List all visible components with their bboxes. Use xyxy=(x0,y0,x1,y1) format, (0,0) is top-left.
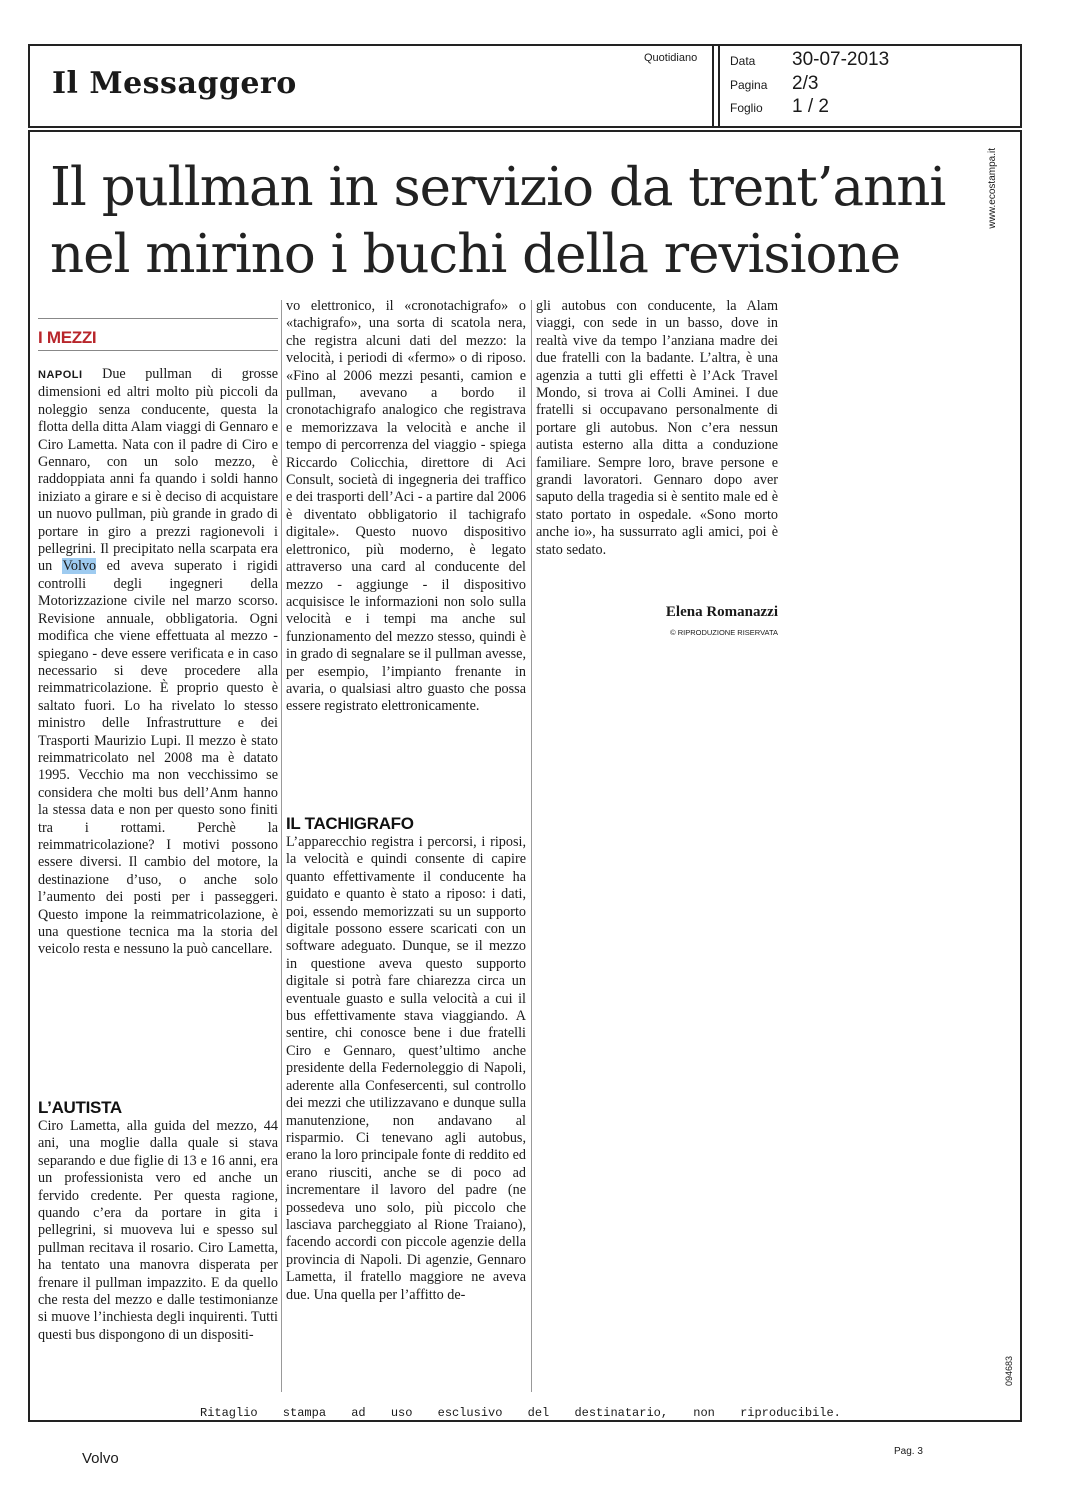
column-2-text-continued xyxy=(286,834,526,1304)
column-1-text xyxy=(38,366,278,959)
publication-type: Quotidiano xyxy=(644,52,698,64)
paragraph-text: Ciro Lametta, alla guida del mezzo, 44 ani, una moglie dalla quale si stava separando e due figlie di 13 e 16 anni, era un professionista vero ed anche un fervido credente. Per questa ragione, quando c’era da portare in gita i pellegrini, si muoveva lui e spesso sul pullman recitava il rosario. Ciro Lametta, ha tentato una manovra disperata per frenare il pullman impazzito. E da quello che resta del mezzo e dalle testimonianze si muove l’inchiesta degli inquirenti. Tutti questi bus dispongono di un dispositi- xyxy=(38,1118,278,1343)
meta-label-pagina: Pagina xyxy=(730,78,768,92)
source-url: www.ecostampa.it xyxy=(987,148,998,229)
paragraph-text: L’apparecchio registra i percorsi, i riposi, la velocità e quindi consente di capire quanto effettivamente il conducente ha guidato e quanto è stato a riposo: i dati, poi, essendo memorizzati su un supporto digitale possono essere scaricati con un software adeguato. Dunque, se il mezzo in questione aveva questo supporto digitale si potrà fare chiarezza circa un eventuale guasto e sulla velocità a cui il bus effettivamente stava viaggiando. A sentire, chi conosce bene i due fratelli Ciro e Gennaro, quest’ultimo anche presidente della Federnoleggio di Napoli, aderente alla Confesercenti, sul controllo dei mezzi che utilizzavano e dunque sulla manutenzione, non andavano al risparmio. Ci tenevano agli autobus, erano la loro principale fonte di reddito ed erano riusciti, anche se di poco ad incrementare il lavoro del padre (ne possedeva uno solo, più piccolo che lasciava parcheggiato al Rione Traiano), facendo accordi con piccole agenzie della provincia di Napoli. Di agenzie, Gennaro Lametta, il fratello maggiore ne aveva due. Una quella per l’affitto de- xyxy=(286,834,526,1303)
section-heading-tachigrafo: IL TACHIGRAFO xyxy=(286,814,414,833)
meta-label-data: Data xyxy=(730,54,756,68)
headline-line-2: nel mirino i buchi della revisione xyxy=(50,224,900,285)
column-3-text xyxy=(536,298,778,559)
column-2-text xyxy=(286,298,526,716)
column-divider xyxy=(281,300,282,1392)
author-byline: Elena Romanazzi xyxy=(665,604,778,620)
headline-line-1: Il pullman in servizio da trent’anni xyxy=(50,157,946,218)
paragraph-text: ed aveva superato i rigidi controlli degli ingegneri della Motorizzazione civile nel marzo scorso. Revisione annuale, obbligatoria. Ogni modifica che viene effettuata al mezzo - spiegano - deve essere verificata e in caso necessario si deve procedere alla reimmatricolazione. È proprio questo è saltato fuori. Lo ha rivelato lo stesso ministro delle Infrastrutture e dei Trasporti Maurizio Lupi. Il mezzo è stato reimmatricolato nel 2008 ma è datato 1995. Vecchio ma non vecchissimo se considera che molti bus dell’Anm hanno la stessa data e non per questo sono finiti tra i rottami. Perchè la reimmatricolazione? I motivi possono essere diversi. Il cambio del motore, la destinazione d’uso, o anche solo l’aumento dei posti per i passeggeri. Questo impone la reimmatricolazione, è una questione tecnica ma la storia del veicolo resta e nessuno la può cancellare. xyxy=(38,558,279,958)
meta-value-data: 30-07-2013 xyxy=(792,49,890,70)
footer-keyword: Volvo xyxy=(82,1450,119,1467)
meta-value-foglio: 1 / 2 xyxy=(792,96,829,117)
clipping-notice: Ritaglio stampa ad uso esclusivo del destinatario, non riproducibile. xyxy=(200,1406,841,1420)
section-rule xyxy=(38,318,278,319)
clipping-code: 094683 xyxy=(1004,1356,1014,1387)
highlighted-keyword: Volvo xyxy=(62,558,97,575)
paragraph-text: Due pullman di grosse dimensioni ed altri molto più piccoli da noleggio senza conducente, questa la flotta della ditta Alam viaggi di Gennaro e Ciro Lametta. Nata con il padre di Ciro e Gennaro, con un solo mezzo, è raddoppiata anni fa quando i soldi hanno iniziato a girare e si è deciso di acquistare un nuovo pullman, più grande in grado di portare in giro a prezzi ragionevoli i pellegrini. Il precipitato nella scarpata era un xyxy=(38,366,279,575)
header-divider xyxy=(718,44,720,128)
meta-label-foglio: Foglio xyxy=(730,101,763,115)
paragraph xyxy=(38,366,278,959)
dateline: NAPOLI xyxy=(38,369,83,381)
page-number: Pag. 3 xyxy=(894,1446,923,1457)
article-headline xyxy=(50,154,980,288)
section-heading-mezzi: I MEZZI xyxy=(38,328,97,347)
rights-notice: © RIPRODUZIONE RISERVATA xyxy=(670,628,778,637)
header-divider xyxy=(712,44,714,128)
paragraph-text: gli autobus con conducente, la Alam viaggi, con sede in un basso, dove in realtà vive da tempo l’anziana madre dei due fratelli con la badante. L’altra, è una agenzia a tutti gli effetti è l’Ack Travel Mondo, si trova ai Colli Aminei. I due fratelli si occupavano personalmente di portare gli autobus. Non c’era nessun autista esterno alla ditta a conduzione familiare. Sempre loro, brave persone e grandi lavoratori. Gennaro dopo aver saputo della tragedia si è sentito male ed è stato portato in ospedale. «Sono morto anche io», ha sussurrato agli amici, poi è stato sedato. xyxy=(536,298,778,558)
publication-logo: Il Messaggero xyxy=(52,66,297,101)
column-1-text-continued xyxy=(38,1118,278,1344)
meta-value-pagina: 2/3 xyxy=(792,73,819,94)
section-rule xyxy=(38,350,278,351)
paragraph-text: vo elettronico, il «cronotachigrafo» o «tachigrafo», una sorta di scatola nera, che registra alcuni dati del mezzo: la velocità, i periodi di «fermo» o di riposo. «Fino al 2006 mezzi pesanti, camion e pullman, avevano a bordo il cronotachigrafo analogico che registrava e memorizzava la velocità e anche il tempo di percorrenza del viaggio - spiega Riccardo Colicchia, direttore di Aci Consult, società di ingegneria dei traffico e dei trasporti dell’Aci - a partire dal 2006 è diventato obbligatorio il tachigrafo digitale». Questo nuovo dispositivo elettronico, più moderno, è legato attraverso una card al conducente del mezzo - aggiunge - il dispositivo acquisisce le informazioni non solo sulla velocità e i tempi ma anche sul funzionamento del mezzo stesso, quindi è in grado di segnalare se il pullman avesse, per esempio, l’impianto frenante in avaria, o qualsiasi altro guasto che possa essere registrato elettronicamente. xyxy=(286,298,526,715)
section-heading-autista: L’AUTISTA xyxy=(38,1098,122,1117)
column-divider xyxy=(531,300,532,1392)
